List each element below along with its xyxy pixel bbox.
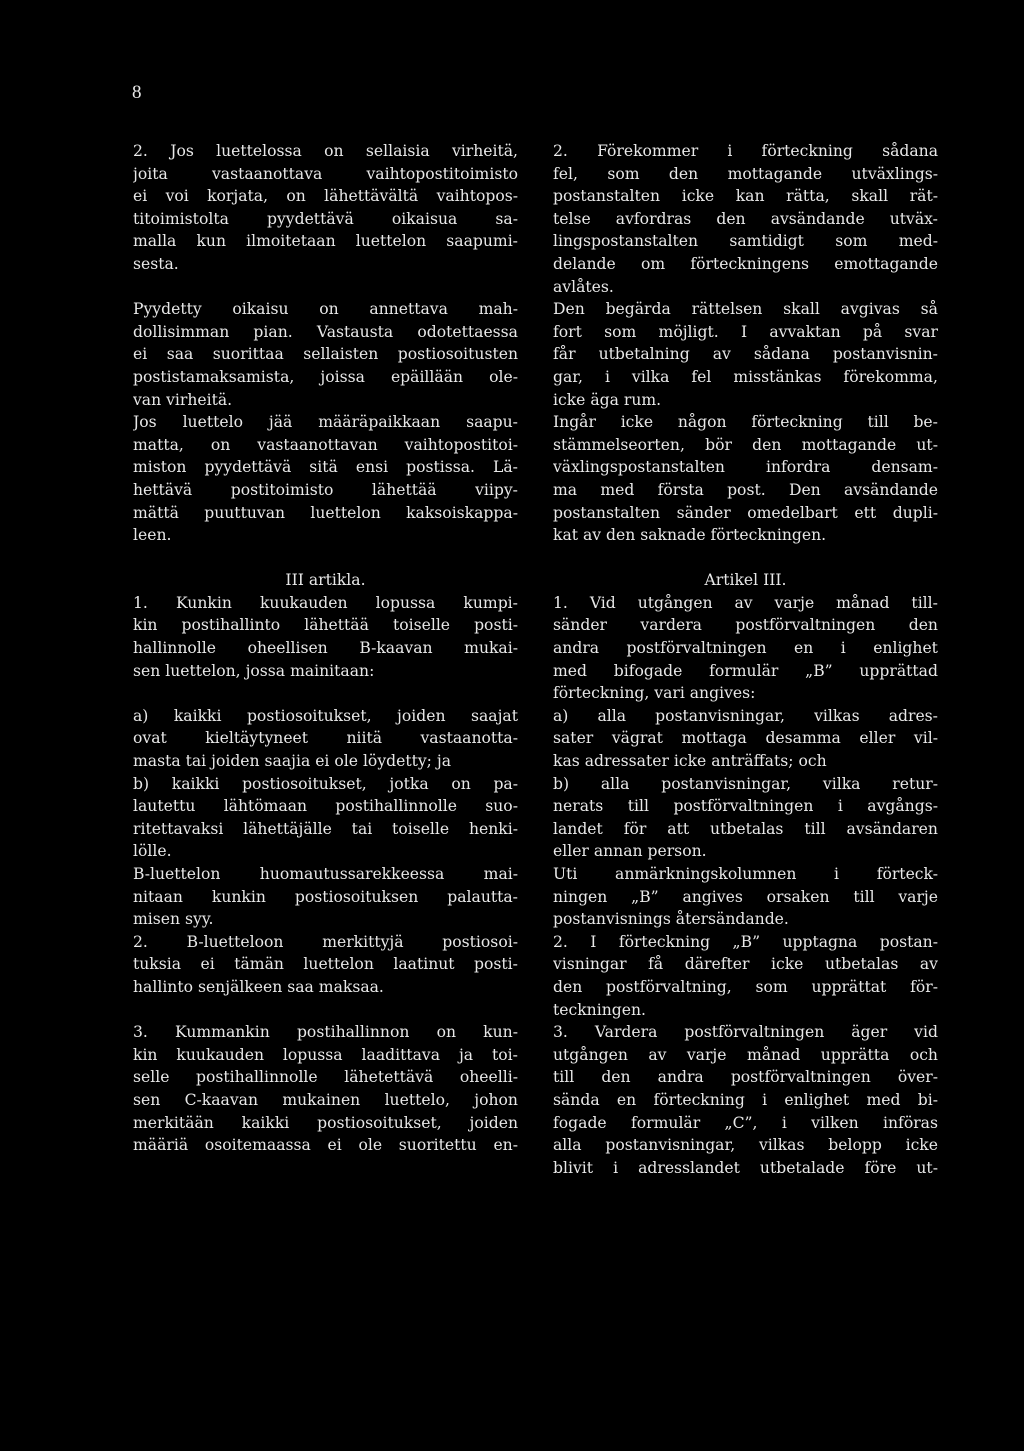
page-number: 8 [132, 82, 142, 103]
left-line [133, 682, 518, 705]
right-line [553, 547, 938, 570]
right-line: stämmelseorten, bör den mottagande ut- [553, 435, 938, 454]
right-line: den postförvaltning, som upprättat för- [553, 977, 938, 996]
right-line: med bifogade formulär „B” upprättad [553, 661, 938, 680]
left-line: kin postihallinto lähettää toiselle posti- [133, 616, 518, 635]
left-line: lölle. [133, 842, 172, 861]
left-line: kin kuukauden lopussa laadittava ja toi- [133, 1045, 518, 1064]
right-line: lingspostanstalten samtidigt som med- [553, 232, 938, 251]
right-line: förteckning, vari angives: [553, 684, 756, 703]
right-line: telse avfordras den avsändande utväx- [553, 209, 938, 228]
right-line: Uti anmärkningskolumnen i förteck- [553, 865, 938, 883]
right-line: icke äga rum. [553, 390, 662, 409]
right-line: 3. Vardera postförvaltningen äger vid [553, 1023, 938, 1042]
right-line: kat av den saknade förteckningen. [553, 526, 827, 545]
right-line: postanstalten sänder omedelbart ett dupli- [553, 503, 938, 522]
left-line: dollisimman pian. Vastausta odotettaessa [133, 322, 518, 341]
left-line: Jos luettelo jää määräpaikkaan saapu- [133, 413, 518, 432]
left-line [133, 999, 518, 1022]
right-line: blivit i adresslandet utbetalade före ut- [553, 1158, 938, 1177]
left-line: leen. [133, 526, 172, 545]
right-line: sater vägrat mottaga desamma eller vil- [553, 729, 938, 748]
right-line: visningar få därefter icke utbetalas av [553, 955, 938, 974]
right-line: fogade formulär „C”, i vilken införas [553, 1113, 938, 1132]
right-line: sända en förteckning i enlighet med bi- [553, 1090, 938, 1109]
left-line: 2. Jos luettelossa on sellaisia virheitä, [133, 142, 518, 160]
left-line: b) kaikki postiosoitukset, jotka on pa- [133, 774, 518, 793]
left-line: matta, on vastaanottavan vaihtopostitoi- [133, 435, 518, 454]
left-line: B-luettelon huomautussarekkeessa mai- [133, 865, 518, 883]
left-line: titoimistolta pyydettävä oikaisua sa- [133, 209, 518, 228]
left-line: 2. B-luetteloon merkittyjä postiosoi- [133, 932, 518, 951]
right-line: ningen „B” angives orsaken till varje [553, 887, 938, 906]
right-line: fort som möjligt. I avvaktan på svar [553, 322, 938, 341]
left-line: postistamaksamista, joissa epäillään ole- [133, 367, 518, 386]
right-line: b) alla postanvisningar, vilka retur- [553, 774, 938, 793]
left-line: määriä osoitemaassa ei ole suoritettu en- [133, 1136, 518, 1155]
right-line: delande om förteckningens emottagande [553, 254, 938, 273]
left-line: 3. Kummankin postihallinnon on kun- [133, 1023, 518, 1042]
right-line: sänder vardera postförvaltningen den [553, 616, 938, 635]
right-line: postanstalten icke kan rätta, skall rät- [553, 187, 938, 206]
right-line: postanvisnings återsändande. [553, 910, 789, 929]
right-line: Den begärda rättelsen skall avgivas så [553, 300, 938, 319]
right-line: till den andra postförvaltningen över- [553, 1068, 938, 1087]
left-line: sesta. [133, 254, 179, 273]
left-line: Pyydetty oikaisu on annettava mah- [133, 300, 518, 319]
left-line [133, 547, 518, 570]
right-line: eller annan person. [553, 842, 707, 861]
right-line: alla postanvisningar, vilkas belopp icke [553, 1136, 938, 1155]
left-line: III artikla. [285, 571, 366, 590]
left-line: merkitään kaikki postiosoitukset, joiden [133, 1113, 518, 1132]
left-line: lautettu lähtömaan postihallinnolle suo- [133, 797, 518, 816]
left-line: hallinnolle oheellisen B-kaavan mukai- [133, 639, 518, 658]
right-line: Artikel III. [704, 571, 787, 590]
finnish-text-column [133, 140, 518, 1157]
left-line: malla kun ilmoitetaan luettelon saapumi- [133, 232, 518, 251]
right-line: 2. I förteckning „B” upptagna postan- [553, 932, 938, 951]
swedish-text-column [553, 140, 938, 1179]
left-line: 1. Kunkin kuukauden lopussa kumpi- [133, 593, 518, 612]
left-line: hettävä postitoimisto lähettää viipy- [133, 480, 518, 499]
right-line: avlåtes. [553, 277, 614, 296]
left-line [133, 276, 518, 299]
left-line: sen C-kaavan mukainen luettelo, johon [133, 1090, 518, 1109]
left-line: miston pyydettävä sitä ensi postissa. Lä- [133, 458, 518, 477]
right-line: teckningen. [553, 1000, 646, 1019]
left-line: misen syy. [133, 910, 214, 929]
left-line: ovat kieltäytyneet niitä vastaanotta- [133, 729, 518, 748]
right-line: 2. Förekommer i förteckning sådana [553, 142, 938, 160]
left-line: joita vastaanottava vaihtopostitoimisto [133, 164, 518, 183]
right-line: fel, som den mottagande utväxlings- [553, 164, 938, 183]
left-line: nitaan kunkin postiosoituksen palautta- [133, 887, 518, 906]
right-line: Ingår icke någon förteckning till be- [553, 413, 938, 432]
left-line: a) kaikki postiosoitukset, joiden saajat [133, 706, 518, 725]
right-line: kas adressater icke anträffats; och [553, 752, 827, 771]
right-line: nerats till postförvaltningen i avgångs- [553, 797, 938, 816]
left-line: ritettavaksi lähettäjälle tai toiselle henki- [133, 819, 518, 838]
right-line: andra postförvaltningen en i enlighet [553, 639, 938, 658]
left-line: hallinto senjälkeen saa maksaa. [133, 977, 384, 996]
right-line: ma med första post. Den avsändande [553, 480, 938, 499]
left-line: selle postihallinnolle lähetettävä oheelli- [133, 1068, 518, 1087]
left-line: ei saa suorittaa sellaisten postiosoitusten [133, 345, 518, 364]
right-line: 1. Vid utgången av varje månad till- [553, 593, 938, 612]
left-line: masta tai joiden saajia ei ole löydetty; ja [133, 752, 452, 771]
left-line: ei voi korjata, on lähettävältä vaihtopos- [133, 187, 518, 206]
left-line: sen luettelon, jossa mainitaan: [133, 661, 375, 680]
right-line: a) alla postanvisningar, vilkas adres- [553, 706, 938, 725]
left-line: van virheitä. [133, 390, 233, 409]
right-line: gar, i vilka fel misstänkas förekomma, [553, 367, 938, 386]
right-line: växlingspostanstalten infordra densam- [553, 458, 938, 477]
left-line: mättä puuttuvan luettelon kaksoiskappa- [133, 503, 518, 522]
right-line: landet för att utbetalas till avsändaren [553, 819, 938, 838]
right-line: får utbetalning av sådana postanvisnin- [553, 345, 938, 364]
right-line: utgången av varje månad upprätta och [553, 1045, 938, 1064]
left-line: tuksia ei tämän luettelon laatinut posti- [133, 955, 518, 974]
